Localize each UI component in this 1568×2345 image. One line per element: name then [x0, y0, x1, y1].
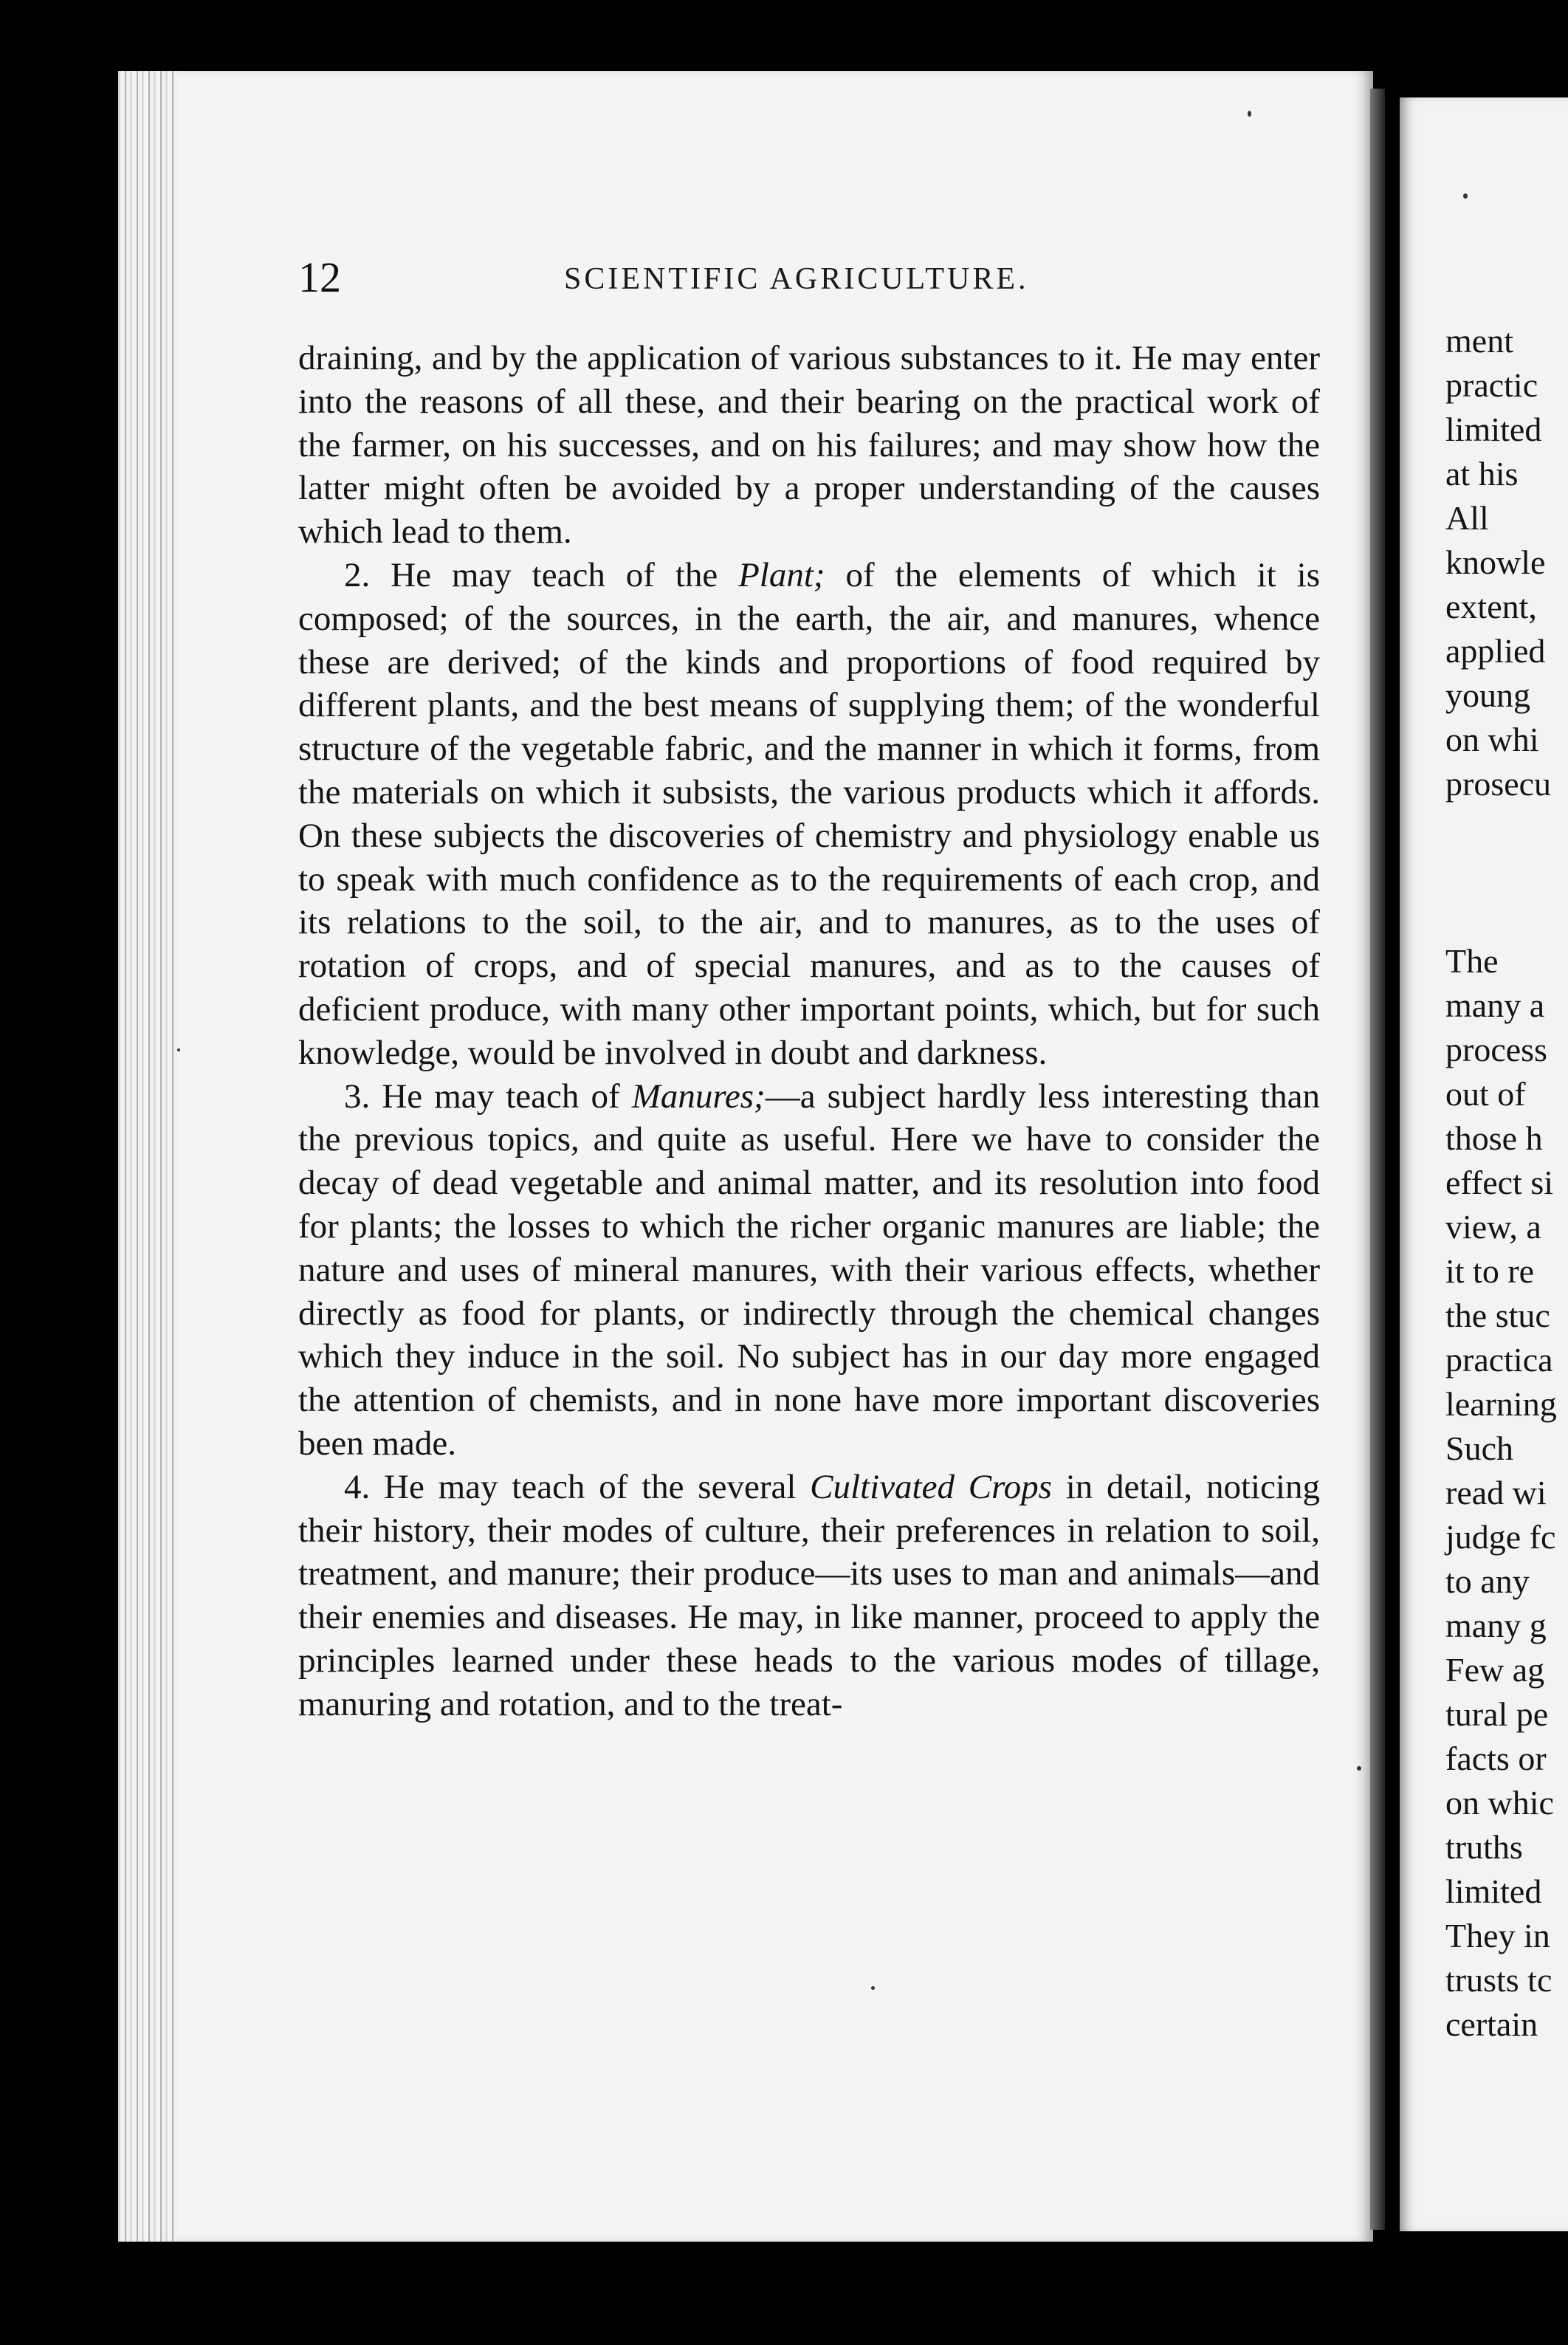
paragraph-3: 3. He may teach of Manures;—a subject hardly less interesting than the previous topics, and quite as useful. Here we have to consider the decay of dead vegetable and animal matter, and its resolution into food for plants; the losses to which the richer organic manures are liable; the nature and uses of mineral manures, with their various effects, whether directly as food for plants, or indirectly through the chemical changes which they induce in the soil. No subject has in our day more engaged the attention of chemists, and in none have more important discoveries been made.: [298, 1077, 1320, 1463]
facing-page-line: those h: [1445, 1119, 1543, 1157]
facing-page: [1400, 97, 1568, 2231]
facing-page-line: out of: [1445, 1075, 1526, 1113]
facing-page-line: read wi: [1445, 1474, 1547, 1511]
ink-speck: [177, 1048, 180, 1051]
facing-page-line: practic: [1445, 366, 1538, 404]
book-gutter: [1370, 89, 1385, 2230]
facing-page-line: They in: [1445, 1917, 1550, 1954]
page-number: 12: [298, 253, 341, 301]
ink-speck: [1357, 1766, 1361, 1771]
facing-page-line: Few ag: [1445, 1651, 1545, 1689]
facing-page-gap: [1445, 806, 1568, 939]
facing-page-line: tural pe: [1445, 1695, 1549, 1733]
ink-speck: [1463, 193, 1468, 199]
facing-page-line: practica: [1445, 1341, 1553, 1378]
paragraph-2: 2. He may teach of the Plant; of the elements of which it is composed; of the sources, in the earth, the air, and manures, whence these are derived; of the kinds and proportions of food required by different plants, and the best means of supplying them; of the wonderful structure of the vegetable fabric, and the manner in which it forms, from the materials on which it subsists, the various products which it affords. On these subjects the discoveries of chemistry and physiology enable us to speak with much confidence as to the requirements of each crop, and its relations to the soil, to the air, and to manures, as to the uses of rotation of crops, and of special manures, and as to the causes of deficient produce, with many other important points, which, but for such knowledge, would be involved in doubt and darkness.: [298, 555, 1320, 1072]
facing-page-line: many g: [1445, 1607, 1547, 1644]
facing-page-line: applied: [1445, 632, 1546, 670]
ink-speck: [871, 1986, 875, 1990]
italic-term: Plant;: [738, 555, 825, 594]
facing-page-line: it to re: [1445, 1252, 1535, 1290]
facing-page-line: facts or: [1445, 1740, 1547, 1777]
facing-page-line: young: [1445, 676, 1530, 714]
facing-page-line: to any: [1445, 1562, 1530, 1600]
facing-page-text: [1445, 319, 1568, 2047]
facing-page-line: extent,: [1445, 588, 1537, 625]
facing-page-line: prosecu: [1445, 765, 1552, 803]
facing-page-line: view, a: [1445, 1208, 1541, 1246]
paragraph-1: draining, and by the application of various substances to it. He may enter into the reasons of all these, and their bearing on the practical work of the farmer, on his successes, and on his failures; and may show how the latter might often be avoided by a proper understanding of the causes which lead to them.: [298, 339, 1320, 552]
running-head: SCIENTIFIC AGRICULTURE.: [564, 262, 1029, 296]
italic-term: Cultivated Crops: [810, 1467, 1052, 1506]
facing-page-line: the stuc: [1445, 1297, 1550, 1334]
paragraph-4: 4. He may teach of the several Cultivated Crops in detail, noticing their history, their modes of culture, their preferences in relation to soil, treatment, and manure; their produce—its uses to man and animals—and their enemies and diseases. He may, in like manner, proceed to apply the principles learned under these heads to the various modes of tillage, manuring and rotation, and to the treat-: [298, 1467, 1320, 1723]
facing-page-line: limited: [1445, 411, 1542, 448]
facing-page-line: learning: [1445, 1385, 1557, 1423]
facing-page-line: on whic: [1445, 1784, 1554, 1822]
facing-page-line: effect si: [1445, 1164, 1554, 1201]
facing-page-line: process: [1445, 1031, 1547, 1068]
facing-page-line: on whi: [1445, 721, 1539, 758]
page-edges: [118, 71, 177, 2242]
facing-page-line: Such: [1445, 1429, 1513, 1467]
facing-page-line: ment: [1445, 322, 1513, 360]
facing-page-line: truths: [1445, 1828, 1523, 1866]
facing-page-line: The: [1445, 942, 1499, 980]
facing-page-line: at his: [1445, 455, 1519, 492]
ink-speck: [1248, 111, 1251, 117]
facing-page-line: certain: [1445, 2005, 1538, 2043]
facing-page-line: judge fc: [1445, 1518, 1556, 1556]
facing-page-line: knowle: [1445, 543, 1546, 581]
facing-page-line: limited: [1445, 1872, 1542, 1910]
facing-page-line: All: [1445, 499, 1489, 537]
body-text: [298, 337, 1320, 1726]
facing-page-line: many a: [1445, 986, 1545, 1024]
page-header: [298, 253, 1317, 312]
facing-page-line: trusts tc: [1445, 1961, 1552, 1999]
italic-term: Manures;: [631, 1077, 766, 1116]
